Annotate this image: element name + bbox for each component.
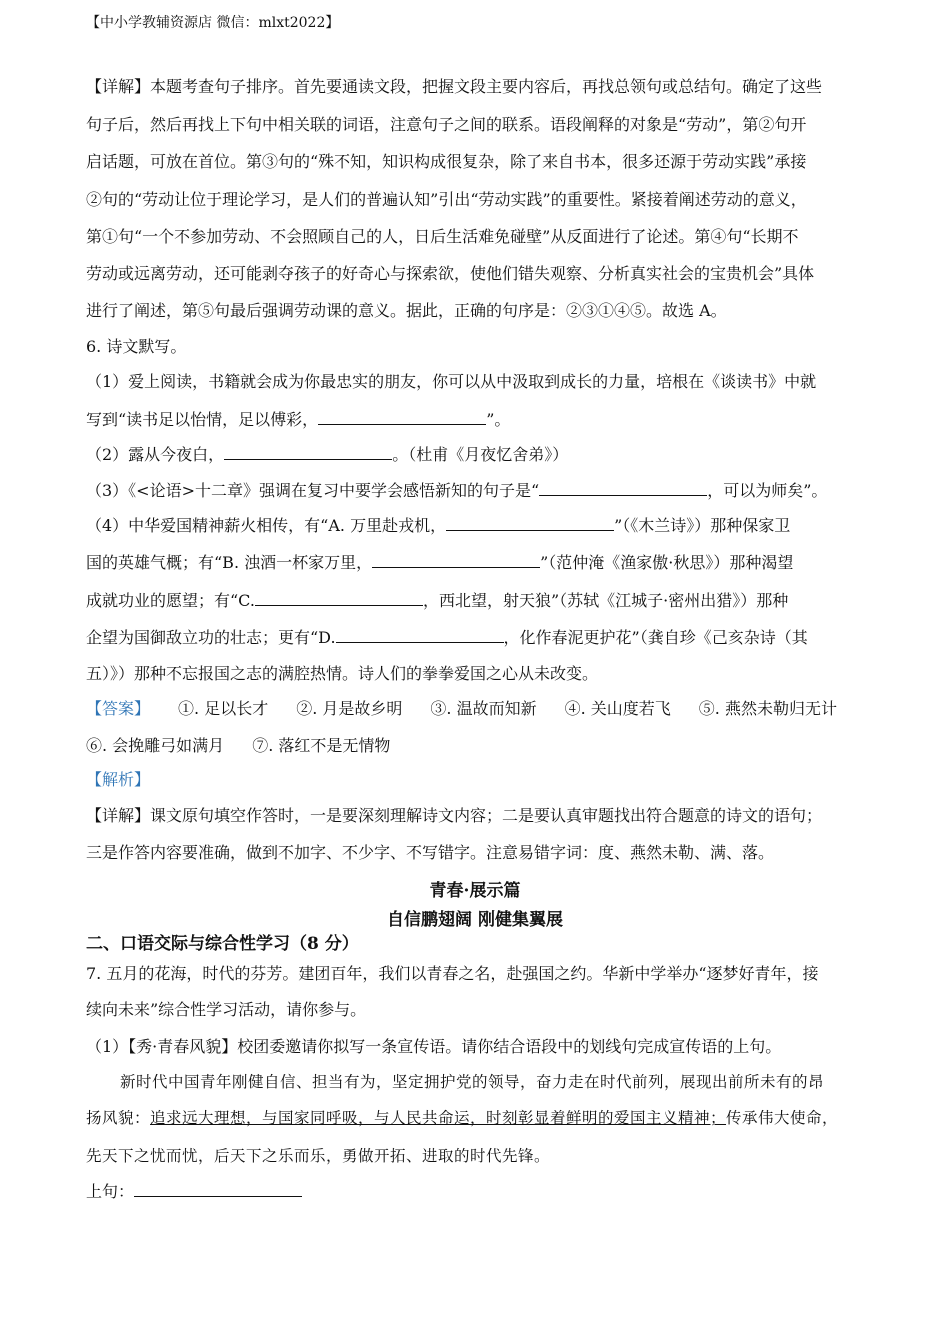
answer-blank[interactable] bbox=[255, 590, 423, 606]
answer-item: ⑤. 燕然未勒归无计 bbox=[698, 699, 837, 718]
answer-blank[interactable] bbox=[134, 1181, 302, 1197]
answer-label: 【答案】 bbox=[86, 699, 151, 718]
detail5-line: 第①句“一个不参加劳动、不会照顾自己的人，日后生活难免碰壁”从反面进行了论述。第④句“长期不 bbox=[86, 227, 799, 246]
answer-blank[interactable] bbox=[318, 409, 486, 425]
section-title: 青春·展示篇 bbox=[429, 881, 521, 901]
q7-line: 续向未来”综合性学习活动，请你参与。 bbox=[86, 1000, 367, 1019]
q6-part4-line5: 五）》）那种不忘报国之志的满腔热情。诗人们的拳拳爱国之心从未改变。 bbox=[86, 664, 599, 683]
section-subtitle: 自信鹏翅阔 刚健集翼展 bbox=[387, 910, 563, 930]
q7-passage-line: 扬风貌：追求远大理想，与国家同呼吸，与人民共命运，时刻彰显着鲜明的爱国主义精神；传承伟大使命， bbox=[86, 1109, 839, 1127]
q6-part1-line1: （1）爱上阅读，书籍就会成为你最忠实的朋友，你可以从中汲取到成长的力量，培根在《谈读书》中就 bbox=[86, 372, 817, 391]
detail5-line: 【详解】本题考查句子排序。首先要通读文段，把握文段主要内容后，再找总领句或总结句。确定了这些 bbox=[86, 77, 823, 96]
q7-line: （1）【秀·青春风貌】校团委邀请你拟写一条宣传语。请你结合语段中的划线句完成宣传语的上句。 bbox=[86, 1037, 782, 1056]
source-watermark-header: 【中小学教辅资源店 微信：mlxt2022】 bbox=[86, 15, 340, 31]
q6-part1-line2: 写到“读书足以怡情，足以傅彩， ”。 bbox=[86, 410, 511, 429]
detail5-line: 启话题，可放在首位。第③句的“殊不知，知识构成很复杂，除了来自书本，很多还源于劳动实践”承接 bbox=[86, 152, 807, 171]
q7-answer-line: 上句： bbox=[86, 1181, 302, 1202]
q6-part4-line2: 国的英雄气概；有“B. 浊酒一杯家万里， ”（范仲淹《渔家傲·秋思》）那种渴望 bbox=[86, 553, 794, 572]
answer-item: ③. 温故而知新 bbox=[430, 699, 537, 718]
q6-part4-line3: 成就功业的愿望；有“C. ，西北望，射天狼”（苏轼《江城子·密州出猎》）那种 bbox=[86, 591, 789, 610]
q7-passage-line: 先天下之忧而忧，后天下之乐而乐，勇做开拓、进取的时代先锋。 bbox=[86, 1147, 551, 1165]
detail5-line: ②句的“劳动让位于理论学习，是人们的普遍认知”引出“劳动实践”的重要性。紧接着阐述劳动的意义， bbox=[86, 190, 807, 209]
answer-blank[interactable] bbox=[446, 515, 614, 531]
answer-blank[interactable] bbox=[336, 627, 504, 643]
analysis-label: 【解析】 bbox=[86, 770, 151, 789]
answer-item: ⑦. 落红不是无情物 bbox=[252, 736, 391, 755]
answer-item: ④. 关山度若飞 bbox=[564, 699, 671, 718]
q6-part4-line1: （4）中华爱国精神薪火相传，有“A. 万里赴戎机， ”（《木兰诗》）那种保家卫 bbox=[86, 516, 791, 535]
answer-blank[interactable] bbox=[224, 444, 392, 460]
answer-blank[interactable] bbox=[372, 552, 540, 568]
detail6-line: 【详解】课文原句填空作答时，一是要深刻理解诗文内容；二是要认真审题找出符合题意的诗文的语句； bbox=[86, 806, 823, 825]
answer-row1 bbox=[86, 699, 837, 719]
detail5-line: 句子后，然后再找上下句中相关联的词语，注意句子之间的联系。语段阐释的对象是“劳动”，第②句开 bbox=[86, 115, 807, 134]
q7-line: 7. 五月的花海，时代的芬芳。建团百年，我们以青春之名，赴强国之约。华新中学举办“逐梦好青年，接 bbox=[86, 964, 819, 983]
q6-part3: （3）《<论语>十二章》强调在复习中要学会感悟新知的句子是“ ，可以为师矣”。 bbox=[86, 481, 828, 500]
q7-passage-line: 新时代中国青年刚健自信、担当有为，坚定拥护党的领导，奋力走在时代前列，展现出前所未有的昂 bbox=[120, 1073, 825, 1091]
detail5-line: 进行了阐述，第⑤句最后强调劳动课的意义。据此，正确的句序是：②③①④⑤。故选 A。 bbox=[86, 301, 727, 320]
q6-part2: （2）露从今夜白， 。（杜甫《月夜忆舍弟》） bbox=[86, 445, 569, 464]
answer-blank[interactable] bbox=[539, 480, 707, 496]
answer-item: ①. 足以长才 bbox=[178, 699, 269, 718]
q6-title: 6. 诗文默写。 bbox=[86, 337, 187, 356]
answer-row2 bbox=[86, 736, 390, 756]
section-heading: 二、口语交际与综合性学习（8 分） bbox=[86, 934, 359, 954]
answer-item: ⑥. 会挽雕弓如满月 bbox=[86, 736, 225, 755]
answer-item: ②. 月是故乡明 bbox=[296, 699, 403, 718]
detail5-line: 劳动或远离劳动，还可能剥夺孩子的好奇心与探索欲，使他们错失观察、分析真实社会的宝贵机会”具体 bbox=[86, 264, 815, 283]
detail6-line: 三是作答内容要准确，做到不加字、不少字、不写错字。注意易错字词：度、燕然未勒、满、落。 bbox=[86, 843, 775, 862]
underlined-sentence: 追求远大理想，与国家同呼吸，与人民共命运，时刻彰显着鲜明的爱国主义精神； bbox=[150, 1109, 727, 1127]
q6-part4-line4: 企望为国御敌立功的壮志；更有“D. ，化作春泥更护花”（龚自珍《己亥杂诗（其 bbox=[86, 628, 808, 647]
